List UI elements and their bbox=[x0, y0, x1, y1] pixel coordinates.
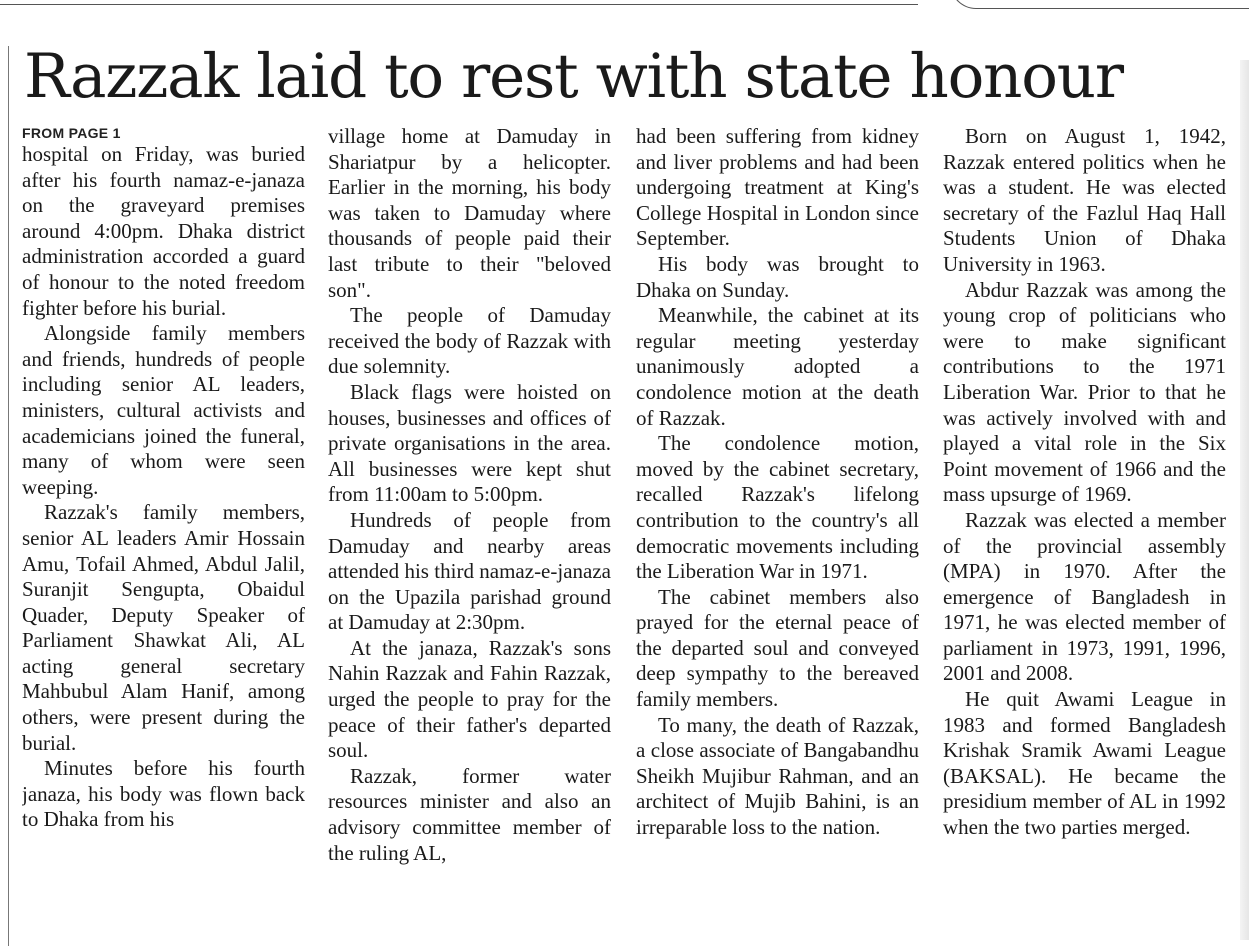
paragraph: The cabinet members also prayed for the eternal peace of the departed soul and conveyed deep sympathy to the bereaved family members. bbox=[636, 584, 919, 712]
paragraph: He quit Awami League in 1983 and formed Bangladesh Krishak Sramik Awami League (BAKSAL). He became the presidium member of AL in 1992 when the two parties merged. bbox=[943, 687, 1226, 840]
paragraph: To many, the death of Razzak, a close associate of Bangabandhu Sheikh Mujibur Rahman, and an architect of Mujib Bahini, is an irreparable loss to the nation. bbox=[636, 712, 919, 840]
paragraph: Meanwhile, the cabinet at its regular meeting yesterday unanimously adopted a condolence motion at the death of Razzak. bbox=[636, 303, 919, 430]
paragraph: The condolence motion, moved by the cabinet secretary, recalled Razzak's lifelong contribution to the country's all democratic movements including the Liberation War in 1971. bbox=[636, 431, 919, 584]
paragraph: hospital on Friday, was buried after his fourth namaz-e-janaza on the graveyard premises around 4:00pm. Dhaka district administration accorded a guard of honour to the noted freedom fighter before his burial. bbox=[22, 142, 305, 320]
article-column-4 bbox=[943, 124, 1226, 936]
paragraph: Minutes before his fourth janaza, his body was flown back to Dhaka from his bbox=[22, 756, 305, 832]
column-rule bbox=[8, 46, 9, 946]
paragraph: Born on August 1, 1942, Razzak entered politics when he was a student. He was elected secretary of the Fazlul Haq Hall Students Union of Dhaka University in 1963. bbox=[943, 124, 1226, 276]
paragraph: Razzak, former water resources minister and also an advisory committee member of the ruling AL, bbox=[328, 763, 611, 865]
adjacent-page-edge bbox=[1240, 60, 1249, 940]
page-tab-corner bbox=[950, 0, 1249, 9]
paragraph: Razzak's family members, senior AL leaders Amir Hossain Amu, Tofail Ahmed, Abdul Jalil, Suranjit Sengupta, Obaidul Quader, Deputy Speaker of Parliament Shawkat Ali, AL acting general secretary Mahbubul Alam Hanif, among others, were present during the burial. bbox=[22, 500, 305, 755]
headline: Razzak laid to rest with state honour bbox=[24, 41, 1123, 112]
top-rule bbox=[0, 4, 918, 5]
paragraph: At the janaza, Razzak's sons Nahin Razzak and Fahin Razzak, urged the people to pray for the peace of their father's departed soul. bbox=[328, 635, 611, 763]
article-column-1 bbox=[22, 124, 305, 936]
paragraph: Abdur Razzak was among the young crop of politicians who were to make significant contributions to the 1971 Liberation War. Prior to that he was actively involved with and played a vital role in the Six Point movement of 1966 and the mass upsurge of 1969. bbox=[943, 277, 1226, 507]
article-column-2 bbox=[328, 124, 611, 936]
paragraph: Alongside family members and friends, hundreds of people including senior AL leaders, ministers, cultural activists and academicians joined the funeral, many of whom were seen weeping. bbox=[22, 321, 305, 499]
paragraph: The people of Damuday received the body of Razzak with due solemnity. bbox=[328, 303, 611, 379]
article-column-3 bbox=[636, 124, 919, 936]
paragraph: Razzak was elected a member of the provincial assembly (MPA) in 1970. After the emergence of Bangladesh in 1971, he was elected member of parliament in 1973, 1991, 1996, 2001 and 2008. bbox=[943, 507, 1226, 686]
paragraph: Hundreds of people from Damuday and nearby areas attended his third namaz-e-janaza on the Upazila parishad ground at Damuday at 2:30pm. bbox=[328, 507, 611, 635]
paragraph: had been suffering from kidney and liver problems and had been undergoing treatment at King's College Hospital in London since September. bbox=[636, 124, 919, 251]
paragraph: village home at Damuday in Shariatpur by a helicopter. Earlier in the morning, his body was taken to Damuday where thousands of people paid their last tribute to their "beloved son". bbox=[328, 124, 611, 302]
paragraph: Black flags were hoisted on houses, businesses and offices of private organisations in the area. All businesses were kept shut from 11:00am to 5:00pm. bbox=[328, 379, 611, 507]
paragraph: His body was brought to Dhaka on Sunday. bbox=[636, 251, 919, 302]
continuation-kicker: FROM PAGE 1 bbox=[22, 125, 121, 141]
